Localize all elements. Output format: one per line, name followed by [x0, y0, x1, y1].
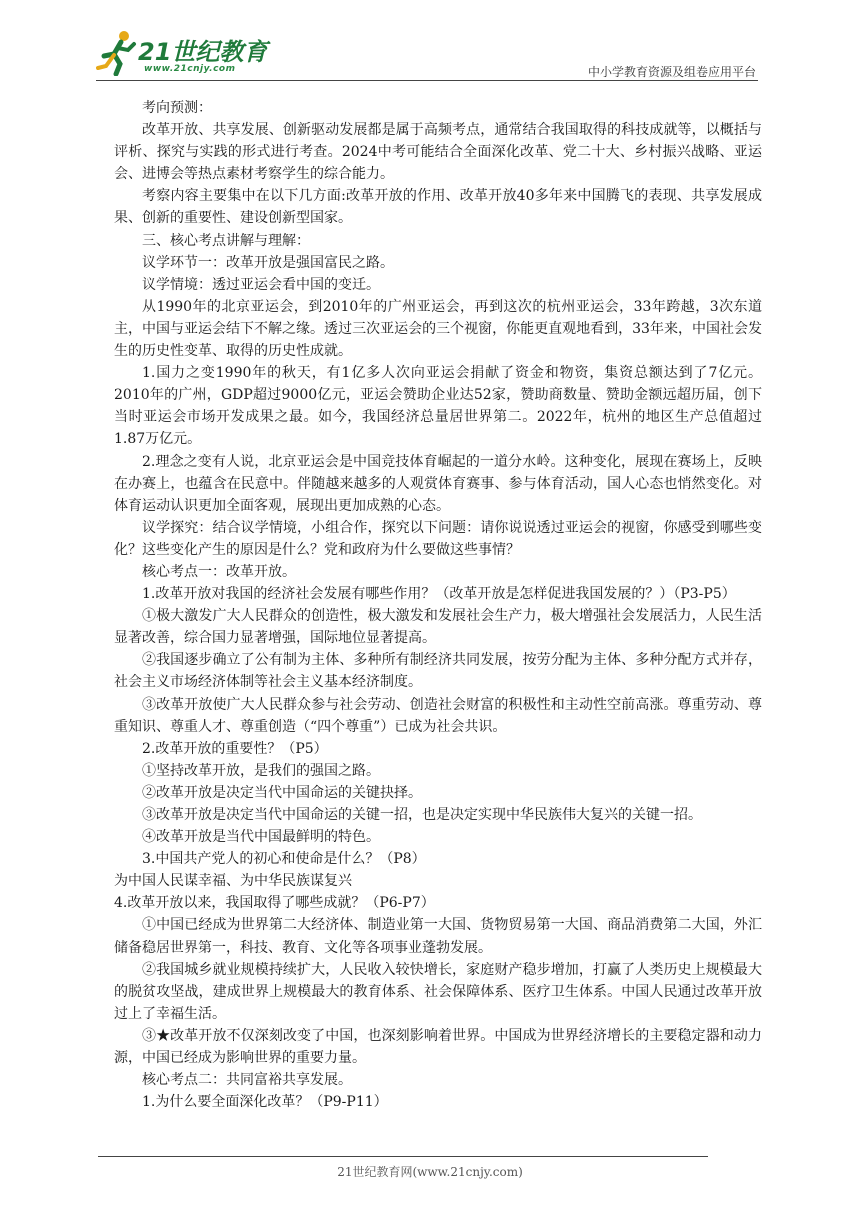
paragraph: 考察内容主要集中在以下几方面:改革开放的作用、改革开放40多年来中国腾飞的表现、共享发展成果、创新的重要性、建设创新型国家。	[114, 188, 762, 227]
question: 1.为什么要全面深化改革？（P9-P11）	[142, 1094, 388, 1111]
paragraph: 议学情境：透过亚运会看中国的变迁。	[142, 276, 380, 293]
section-heading: 三、核心考点讲解与理解：	[142, 232, 310, 249]
footer-divider	[98, 1156, 708, 1157]
document-body	[114, 97, 762, 1113]
answer-item: ①中国已经成为世界第二大经济体、制造业第一大国、货物贸易第一大国、商品消费第二大国，外汇储备稳居世界第一，科技、教育、文化等各项事业蓬勃发展。	[114, 917, 762, 956]
question: 1.改革开放对我国的经济社会发展有哪些作用？（改革开放是怎样促进我国发展的？）（P3-P5）	[142, 586, 736, 603]
answer-item: ①坚持改革开放，是我们的强国之路。	[142, 762, 380, 779]
paragraph: 1.国力之变1990年的秋天，有1亿多人次向亚运会捐献了资金和物资，集资总额达到了7亿元。2010年的广州，GDP超过9000亿元，亚运会赞助企业达52家，赞助商数量、赞助金额远超历届，创下当时亚运会市场开发成果之最。如今，我国经济总量居世界第二。2022年，杭州的地区生产总值超过1.87万亿元。	[114, 365, 762, 448]
question: 3.中国共产党人的初心和使命是什么？（P8）	[142, 851, 426, 868]
page-footer[interactable]: 21世纪教育网(www.21cnjy.com)	[337, 1165, 523, 1179]
paragraph: 改革开放、共享发展、创新驱动发展都是属于高频考点，通常结合我国取得的科技成就等，以概括与评析、探究与实践的形式进行考查。2024中考可能结合全面深化改革、党二十大、乡村振兴战略、亚运会、进博会等热点素材考察学生的综合能力。	[114, 122, 762, 183]
answer-item: ④改革开放是当代中国最鲜明的特色。	[142, 829, 380, 846]
section-heading: 核心考点二：共同富裕共享发展。	[142, 1072, 352, 1089]
paragraph: 议学探究：结合议学情境，小组合作，探究以下问题：请你说说透过亚运会的视窗，你感受到哪些变化？这些变化产生的原因是什么？党和政府为什么要做这些事情？	[114, 519, 762, 558]
paragraph: 从1990年的北京亚运会，到2010年的广州亚运会，再到这次的杭州亚运会，33年跨越，3次东道主，中国与亚运会结下不解之缘。透过三次亚运会的三个视窗，你能更直观地看到，33年来，中国社会发生的历史性变革、取得的历史性成就。	[114, 298, 762, 360]
answer-item: ②我国逐步确立了公有制为主体、多种所有制经济共同发展，按劳分配为主体、多种分配方式并存，社会主义市场经济体制等社会主义基本经济制度。	[114, 652, 762, 691]
answer-item: ③改革开放是决定当代中国命运的关键一招，也是决定实现中华民族伟大复兴的关键一招。	[142, 807, 702, 823]
question: 2.改革开放的重要性？（P5）	[142, 740, 328, 757]
paragraph: 2.理念之变有人说，北京亚运会是中国竞技体育崛起的一道分水岭。这种变化，展现在赛场上，反映在办赛上，也蕴含在民意中。伴随越来越多的人观赏体育赛事、参与体育活动，国人心态也悄然变化。对体育运动认识更加全面客观，展现出更加成熟的心态。	[114, 453, 762, 514]
answer-item: ①极大激发广大人民群众的创造性，极大激发和发展社会生产力，极大增强社会发展活力，人民生活显著改善，综合国力显著增强，国际地位显著提高。	[114, 608, 762, 647]
answer-item: ②改革开放是决定当代中国命运的关键抉择。	[142, 784, 422, 801]
logo-text: 21世纪教育	[138, 38, 268, 66]
platform-name: 中小学教育资源及组卷应用平台	[587, 65, 756, 79]
site-logo[interactable]	[94, 28, 268, 80]
logo-url: www.21cnjy.com	[144, 64, 236, 74]
answer-item: ②我国城乡就业规模持续扩大，人民收入较快增长，家庭财产稳步增加，打赢了人类历史上规模最大的脱贫攻坚战，建成世界上规模最大的教育体系、社会保障体系、医疗卫生体系。中国人民通过改革开放过上了幸福生活。	[114, 961, 762, 1022]
section-heading: 核心考点一：改革开放。	[142, 563, 296, 580]
answer-item: 为中国人民谋幸福、为中华民族谋复兴	[114, 873, 352, 890]
answer-item: ③★改革开放不仅深刻改变了中国，也深刻影响着世界。中国成为世界经济增长的主要稳定器和动力源，中国已经成为影响世界的重要力量。	[114, 1027, 762, 1067]
paragraph: 议学环节一：改革开放是强国富民之路。	[142, 254, 394, 271]
paragraph: 考向预测：	[142, 100, 212, 116]
question: 4.改革开放以来，我国取得了哪些成就？（P6-P7）	[114, 895, 435, 912]
runner-logo-icon	[94, 28, 142, 76]
answer-item: ③改革开放使广大人民群众参与社会劳动、创造社会财富的积极性和主动性空前高涨。尊重劳动、尊重知识、尊重人才、尊重创造（“四个尊重”）已成为社会共识。	[114, 696, 762, 735]
header-divider	[96, 80, 758, 81]
page-header	[0, 0, 860, 90]
